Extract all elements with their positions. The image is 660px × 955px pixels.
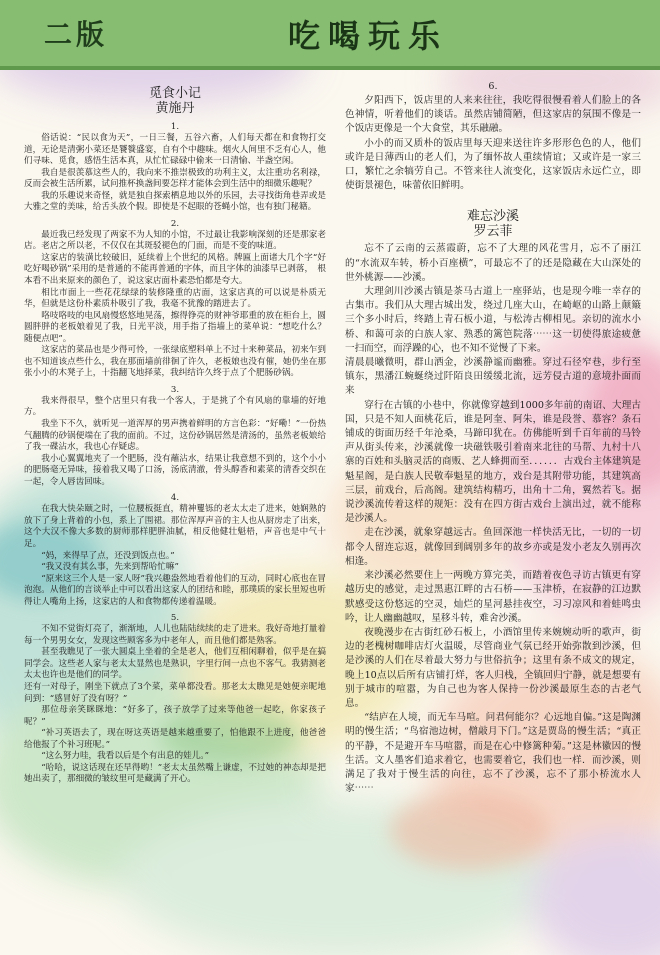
paragraph: 我来得很早，整个店里只有我一个客人，于是挑了个有风扇的靠墙的好地方。 [24, 395, 326, 418]
paragraph: 还有一对母子，刚坐下就点了3个菜，菜单都没看。那老太太瞧见是她便亲昵地问到：“感冒好了没有呀？” [24, 681, 326, 704]
paragraph: “哈哈，说这话现在还早得哟！”老太太虽然嘴上谦虚，不过她的神态却是把她出卖了，那细微的皱纹里可是藏满了开心。 [24, 762, 326, 785]
paragraph: 走在沙溪，就象穿越远古。鱼回深池一样快活无比，一切的一切都令人留连忘返，就像回到阔别多年的故乡亦或是发小老友久别再次相逢。 [345, 527, 641, 567]
paragraph: 穿行在古镇的小巷中，你就像穿越到1000多年前的南诏、大理古国，只是不知人面桃花后，谁是阿奎、阿朱，谁是段誉、慕容？条石铺成的街面历经千年沧桑，马蹄印犹在。仿佛能听到千百年前的马铃声从街头传来，沙溪就像一块磁铁吸引着南来北往的马帮、九村十八寨的百姓和头脑灵活的商贩、艺人蜂拥而至．．．．．．古戏台主体建筑是魁星阁，是白族人民敬奉魁星的地方，戏台是其附带功能，其建筑高三层，前戏台，后高阁。建筑结构精巧，出角十二角，翼然若飞。据说沙溪流传着这样的规矩：没有在四方街古戏台上演出过，就不能称是沙溪人。 [345, 399, 641, 525]
section-number: 3. [170, 384, 180, 395]
paragraph: 最近我已经发现了两家不为人知的小馆，不过最让我影响深刻的还是那家老店。老店之所以老，不仅仅在其斑驳褪色的门面，而是不变的味道。 [24, 229, 326, 252]
article-section [24, 218, 326, 380]
page-header [0, 0, 660, 66]
article-section [24, 121, 326, 214]
paragraph: 这家店的菜品也是少得可怜，一张绿底塑料单上不过十来种菜品，初来乍到也不知道该点些什么，我在那面墙前徘徊了许久，老板娘也没有催，她仍坐在那张小小的木凳子上，十指翻飞地择菜，我纠结许久终于点了个肥肠砂锅。 [24, 345, 326, 379]
paragraph: 我自是很羡慕这些人的，我向来不推崇极致的功利主义，太注重功名利禄，反而会被生活所累，试问推杯换盏间要怎样才能体会到生活中的细微乐趣呢？ [24, 167, 326, 190]
paragraph: 不知不觉街灯亮了，渐渐地，人儿也陆陆续续的走了进来。我好奇地打量着每一个男男女女，发现这些顾客多为中老年人，而且他们都是熟客。 [24, 624, 326, 646]
paragraph: 那位母亲笑眯眯地：“好多了，孩子放学了过来等他爸一起吃，你家孩子呢？” [24, 705, 326, 727]
article-section [24, 492, 326, 608]
paragraph: 大理剑川沙溪古镇是茶马古道上一座驿站，也是现今唯一幸存的古集市。我们从大理古城出发，绕过几座大山，在崎岖的山路上颠簸三个多小时后，终踏上青石板小道，与松涛古柳相见。亲切的流水小桥、和蔼可亲的白族人家、熟悉的篱笆院落⋯⋯这一切使得旅途疲惫一扫而空，而浮躁的心，也不知不觉慢了下来。 [345, 286, 641, 354]
article-section [24, 384, 326, 488]
paragraph: 我的乐趣说来奇怪，就是独自探索栖息地以外的乐园，去寻找街角巷弄或是大雅之堂的美味，给舌头放个假。即使是不起眼的苍蝇小馆，也有独门秘籍。 [24, 190, 326, 213]
article-section [345, 80, 641, 193]
section-number: 1. [170, 122, 180, 132]
paragraph: 清晨晨曦微明，群山洒金，沙溪静谧而幽雅。穿过石径窄巷，步行至镇东，黑潘江蜿蜒绕过阡陌良田缓缓北流，远芳侵古道的意境扑面而来 [345, 357, 641, 397]
section-label: 二版 [44, 18, 109, 51]
paragraph: 咯吱咯吱的电风扇慢悠悠地晃荡，擦得铮亮的财神爷耶重的放在柜台上，圆圆胖胖的老板娘着见了我，日光平淡，用手指了指墙上的菜单说：“想吃什么？随便点吧”。 [24, 310, 326, 344]
paragraph: 夜晚漫步在古街红砂石板上，小酒馆里传来婉婉动听的歌声，街边的老槐树咖啡店灯火温暖，尽管商业气氛已经开始弥散到沙溪，但是沙溪的人们在尽着最大努力与世俗抗争；这里有条不成文的规定，晚上10点以后所有店铺打烊，客人归栈，全镇回归宁静，就是想要有别于城市的喧嚣，为自己也为客人保持一份沙溪最原生态的古老气息。 [345, 626, 641, 709]
section-number: 2. [170, 218, 180, 229]
paragraph: “这么努力哇，我看以后是个有出息的娃儿。” [41, 751, 209, 762]
paragraph: 这家店的装潢比较破旧，延续着上个世纪的风格。牌匾上面诸大几个字“好吃好喝砂锅”采用的是普通的不能再普通的字体，而且字体的油漆早已剥落， 根本看不出来原来的颜色了，说这家店面朴素恐怕都是夸大。 [24, 252, 326, 287]
paragraph: 忘不了云南的云蒸霞蔚，忘不了大理的风花雪月，忘不了丽江的“水流双车转，桥小百座横”，可最忘不了的还是隐藏在大山深处的世外桃源——沙溪。 [345, 243, 641, 283]
paragraph: 来沙溪必然要住上一两晚方算完美，而踏着夜色寻访古镇更有穿越历史的感觉，走过黑惠江畔的古石桥——玉津桥，在寂静的江边默默感受这份悠远的空灵，灿烂的星河悬挂夜空，习习凉风和着蛙鸣虫吟，让人幽幽越叹，星移斗转，难舍沙溪。 [345, 570, 641, 624]
paragraph: “妈，来得早了点，还没到饭点也。” [41, 550, 175, 561]
paragraph: “结庐在人境，而无车马喧。问君何能尔？心远地自偏。”这是陶渊明的慢生活；“鸟宿池边树，僧敲月下门。”这是贾岛的慢生活；“真正的平静，不是避开车马喧嚣，而是在心中修篱种菊。”这是林徽因的慢生活。文人墨客们追求着它，也需要着它，我们也一样．而沙溪，则满足了我对于慢生活的向往，忘不了沙溪，忘不了那小桥流水人家⋯⋯ [345, 712, 641, 795]
paragraph: 甚至我瞧见了一张大圆桌上坐着的全是老人，他们互相闲聊着，似乎是在搞同学会。这些老人家与老太太显然也是熟识，字里行间一点也不客气。我猜测老太太也许也是他们的同学。 [24, 647, 326, 681]
article-author: 罗云菲 [473, 224, 513, 240]
left-column [24, 80, 326, 942]
paragraph: 在我大快朵颐之时，一位腰板挺直，精神矍铄的老太太走了进来，她娴熟的放下了身上背着的小包，系上了围裙。那位浑厚声音的主人也从厨房走了出来，这个大汉不像大多数的厨师那样肥胖油腻，相反他健壮魁梧，声音也是中气十足。 [24, 504, 326, 549]
header-divider [0, 66, 660, 70]
paragraph: 小小的而又质朴的饭店里每天迎来送往许多形形色色的人，他们或许是日薄西山的老人们，为了缅怀故人重续情谊；又或许是一家三口，繁忙之余犒劳自己。不管来往人流变化，这家饭店永远伫立，即使街景褪色，味蕾依旧鲜明。 [345, 137, 641, 192]
paragraph: “补习英语去了，现在呀这英语是越来越重要了，怕他跟不上进度，他爸爸给他报了个补习班呢。” [24, 728, 326, 750]
paragraph: 相比市面上一些花花绿绿的装修隆重的店面，这家店真的可以说是朴质无华，但就是这份朴素质朴吸引了我，我毫不犹豫的踏进去了。 [24, 287, 326, 310]
article-section [24, 612, 326, 786]
article-title: 觅食小记 [148, 86, 201, 101]
paragraph: 俗话说：“民以食为天”，一日三餐，五谷六畜，人们每天都在和食物打交道，无论是清粥小菜还是饕餮盛宴，自有个中趣味。烟火人间里不乏有心人，他们寻味、觅食，感悟生活本真，从忙忙碌碌中偷来一日清愉、半盏空闲。 [24, 133, 326, 167]
paragraph: 夕阳西下，饭店里的人来来往往，我吃得很慢看着人们脸上的各色神情，听着他们的谈话。虽然店铺简陋，但这家店的氛围不像是一个饭店更像是一个大食堂，其乐融融。 [345, 95, 641, 135]
section-title: 吃喝玩乐 [288, 17, 449, 55]
section-number: 5. [170, 613, 180, 624]
paragraph: “原来这三个人是一家人呀”我兴趣盎然地看着他们的互动，同时心底也在冒泡泡。从他们的言谈举止中可以看出这家人的团结和睦，那璞质的家长里短也听得让人嘴角上扬，这家店的人和食物都传递着温暖。 [24, 573, 326, 607]
article-author: 黄施丹 [155, 101, 195, 116]
paragraph: 我小心翼翼地夹了一个肥肠，没有蘸沾水，结果让我意想不到的，这个小小的肥肠毫无异味，接着我又喝了口汤，汤底清澈，骨头醇香和素菜的清香交织在一起，令人唇齿回味。 [24, 453, 326, 487]
paragraph: “我又没有其么事，先来到帮哈忙嘛” [41, 562, 179, 573]
right-column [345, 80, 641, 942]
section-number: 6. [488, 81, 498, 92]
section-number: 4. [170, 493, 180, 504]
article-title: 难忘沙溪 [466, 209, 519, 225]
paragraph: 我坐下不久，就听见一道浑厚的男声携着鲜明的方言色彩：“好嘞！”一份热气翻腾的砂锅便端在了我的面前。不过，这份砂锅居然是清汤的，虽然老板娘给了我一碟沾水，我也心存疑虑。 [24, 419, 326, 453]
